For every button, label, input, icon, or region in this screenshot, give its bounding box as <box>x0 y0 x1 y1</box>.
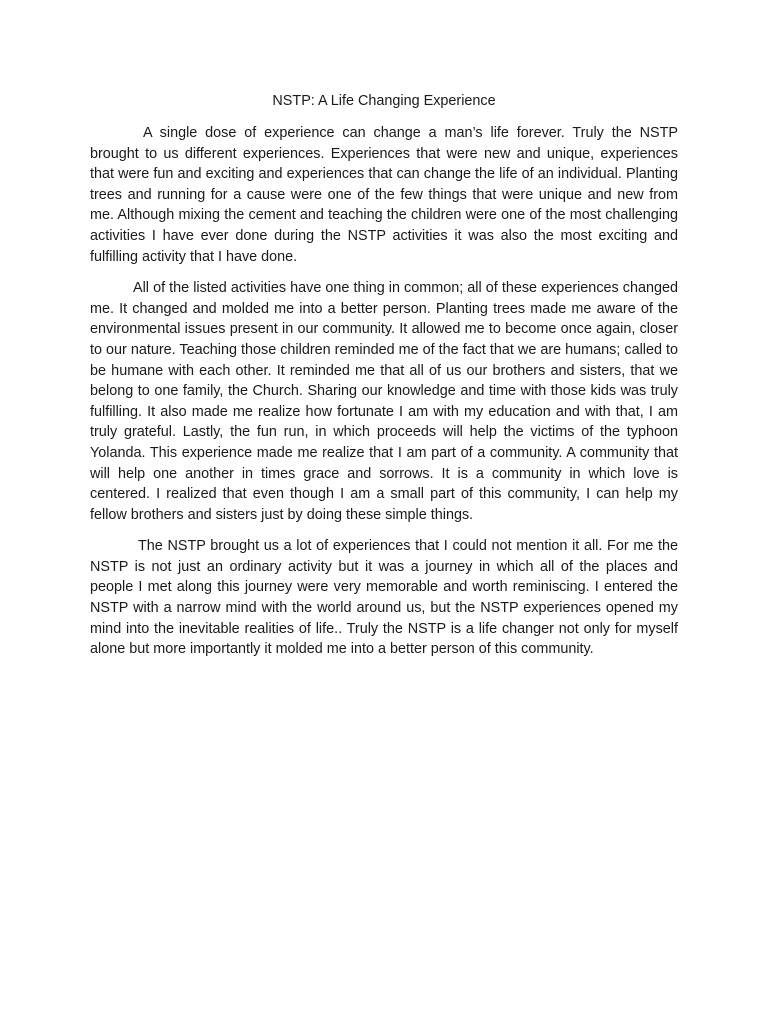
paragraph-3: The NSTP brought us a lot of experiences that I could not mention it all. For me the NSTP is not just an ordinary activity but it was a journey in which all of the places and people I met along this journey were very memorable and worth reminiscing. I entered the NSTP with a narrow mind with the world around us, but the NSTP experiences opened my mind into the inevitable realities of life.. Truly the NSTP is a life changer not only for myself alone but more importantly it molded me into a better person of this community. <box>90 538 678 658</box>
paragraph-2: All of the listed activities have one thing in common; all of these experiences changed me. It changed and molded me into a better person. Planting trees made me aware of the environmental issues present in our community. It allowed me to become once again, closer to our nature. Teaching those children reminded me of the fact that we are humans; called to be humane with each other. It reminded me that all of us our brothers and sisters, that we belong to one family, the Church. Sharing our knowledge and time with those kids was truly fulfilling. It also made me realize how fortunate I am with my education and with that, I am truly grateful. Lastly, the fun run, in which proceeds will help the victims of the typhoon Yolanda. This experience made me realize that I am part of a community. A community that will help one another in times grace and sorrows. It is a community in which love is centered. I realized that even though I am a small part of this community, I can help my fellow brothers and sisters just by doing these simple things. <box>90 280 678 523</box>
paragraph-1: A single dose of experience can change a man’s life forever. Truly the NSTP brought to us different experiences. Experiences that were new and unique, experiences that were fun and exciting and experiences that can change the life of an individual. Planting trees and running for a cause were one of the few things that were unique and new from me. Although mixing the cement and teaching the children were one of the most challenging activities I have ever done during the NSTP activities it was also the most exciting and fulfilling activity that I have done. <box>90 125 678 265</box>
document-title: NSTP: A Life Changing Experience <box>272 93 496 109</box>
document-body <box>90 91 678 671</box>
